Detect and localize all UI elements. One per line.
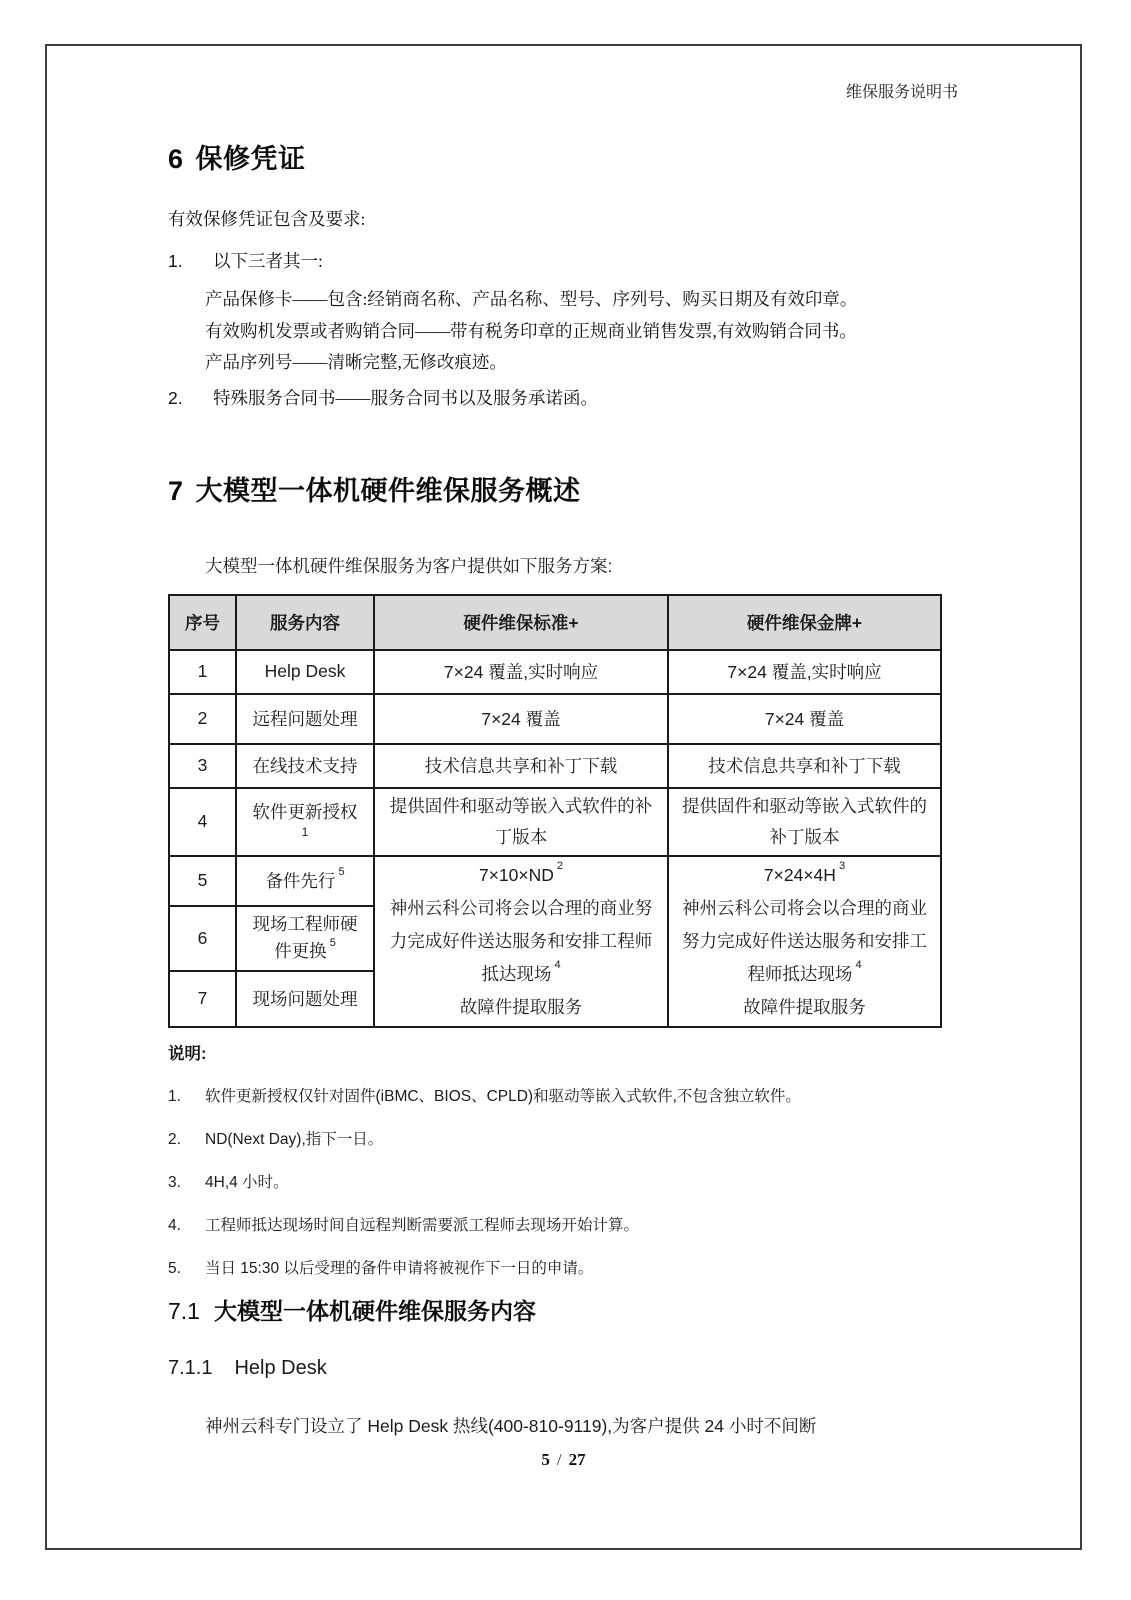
section6-intro: 有效保修凭证包含及要求:: [168, 209, 366, 229]
section7-1-heading: [168, 1295, 1080, 1327]
footnote-ref: 1: [301, 825, 309, 840]
footnote-ref: 4: [554, 958, 561, 971]
table-row: [169, 650, 941, 694]
table-row: [169, 744, 941, 788]
note-item: [168, 1257, 1080, 1281]
sla-text: 7×10×ND: [478, 864, 554, 885]
section6-heading: [168, 142, 1080, 176]
section7-1-number: 7.1: [168, 1297, 200, 1324]
cell-no: 5: [169, 856, 236, 906]
cell-service: [236, 788, 374, 856]
cell-service: Help Desk: [236, 650, 374, 694]
section7-title: 大模型一体机硬件维保服务概述: [195, 475, 581, 506]
detail-line: 有效购机发票或者购销合同——带有税务印章的正规商业销售发票,有效购销合同书。: [205, 320, 857, 341]
cell-standard: 7×24 覆盖,实时响应: [374, 650, 668, 694]
note-text: 工程师抵达现场时间自远程判断需要派工程师去现场开始计算。: [205, 1216, 640, 1234]
note-number: 2.: [168, 1130, 181, 1148]
cell-standard: 7×24 覆盖: [374, 694, 668, 744]
note-text: ND(Next Day),指下一日。: [205, 1130, 384, 1148]
note-number: 5.: [168, 1259, 181, 1277]
cell-service: [236, 906, 374, 971]
section7-intro: 大模型一体机硬件维保服务为客户提供如下服务方案:: [205, 555, 613, 576]
list-item: [168, 385, 1080, 411]
detail-line: 产品保修卡——包含:经销商名称、产品名称、型号、序列号、购买日期及有效印章。: [205, 289, 858, 309]
page-number-total: 27: [568, 1450, 586, 1469]
section7-1-title: 大模型一体机硬件维保服务内容: [213, 1297, 536, 1324]
cell-no: 6: [169, 906, 236, 971]
helpdesk-paragraph: 神州云科专门设立了 Help Desk 热线(400-810-9119),为客户提供 24 小时不间断: [205, 1415, 817, 1436]
cell-no: 1: [169, 650, 236, 694]
list-item: [168, 248, 1080, 274]
note-text: 当日 15:30 以后受理的备件申请将被视作下一日的申请。: [205, 1259, 594, 1277]
cell-service: [236, 856, 374, 906]
section7-heading: [168, 473, 1080, 509]
list-item-number: 2.: [168, 387, 183, 408]
page-number-separator: /: [556, 1450, 562, 1469]
cell-service: 现场问题处理: [236, 971, 374, 1026]
footnote-ref: 5: [338, 866, 345, 879]
footnote-ref: 3: [838, 859, 846, 872]
note-item: [168, 1214, 1080, 1238]
note-text: 软件更新授权仅针对固件(iBMC、BIOS、CPLD)和驱动等嵌入式软件,不包含独立软件。: [205, 1087, 801, 1105]
footnote-ref: 4: [855, 958, 862, 971]
note-item: [168, 1085, 1080, 1109]
footnote-ref: 2: [556, 859, 564, 872]
note-number: 1.: [168, 1087, 181, 1105]
section7-1-1-number: 7.1.1: [168, 1356, 213, 1379]
table-header-row: [169, 595, 941, 650]
page-number-footer: [47, 1450, 1080, 1470]
sla-description: [385, 892, 657, 991]
sla-extra: 故障件提取服务: [459, 996, 583, 1017]
warranty-detail-block: [205, 284, 958, 379]
note-item: [168, 1128, 1080, 1152]
cell-gold: 7×24 覆盖,实时响应: [668, 650, 941, 694]
section7-number: 7: [168, 475, 184, 506]
section7-1-1-title: Help Desk: [234, 1356, 327, 1379]
note-text: 4H,4 小时。: [205, 1173, 289, 1191]
sla-line: [385, 859, 657, 892]
page-number-current: 5: [541, 1450, 550, 1469]
table-row: [169, 694, 941, 744]
cell-gold: 提供固件和驱动等嵌入式软件的补丁版本: [668, 788, 941, 856]
table-row: [169, 788, 941, 856]
column-header-service: 服务内容: [236, 595, 374, 650]
note-item: [168, 1171, 1080, 1195]
cell-standard-merged: [374, 856, 668, 1027]
section6-number: 6: [168, 144, 184, 174]
sla-line: [679, 859, 930, 892]
note-number: 3.: [168, 1173, 181, 1191]
notes-label: 说明:: [168, 1044, 207, 1063]
column-header-standard: 硬件维保标准+: [374, 595, 668, 650]
cell-no: 7: [169, 971, 236, 1026]
cell-gold: 技术信息共享和补丁下载: [668, 744, 941, 788]
sla-description-text: 神州云科公司将会以合理的商业努力完成好件送达服务和安排工程师抵达现场: [682, 897, 927, 984]
cell-gold-merged: [668, 856, 941, 1027]
cell-no: 2: [169, 694, 236, 744]
column-header-gold: 硬件维保金牌+: [668, 595, 941, 650]
cell-standard: 技术信息共享和补丁下载: [374, 744, 668, 788]
sla-text: 7×24×4H: [763, 864, 836, 885]
column-header-no: 序号: [169, 595, 236, 650]
sla-extra: 故障件提取服务: [743, 996, 866, 1017]
cell-service-text: 软件更新授权: [252, 802, 358, 822]
sla-description: [679, 892, 930, 991]
list-item-text: 特殊服务合同书——服务合同书以及服务承诺函。: [213, 387, 598, 408]
cell-standard: 提供固件和驱动等嵌入式软件的补丁版本: [374, 788, 668, 856]
page-border-frame: [45, 44, 1082, 1550]
detail-line: 产品序列号——清晰完整,无修改痕迹。: [205, 352, 507, 372]
cell-service: 远程问题处理: [236, 694, 374, 744]
cell-service-text: 现场工程师硬件更换: [252, 914, 358, 962]
list-item-number: 1.: [168, 251, 183, 271]
service-plan-table: [168, 594, 942, 1028]
cell-no: 4: [169, 788, 236, 856]
footnote-ref: 5: [329, 936, 336, 949]
document-header-title: 维保服务说明书: [845, 84, 958, 101]
cell-service-text: 备件先行: [265, 871, 336, 892]
cell-gold: 7×24 覆盖: [668, 694, 941, 744]
list-item-text: 以下三者其一:: [213, 251, 323, 271]
note-number: 4.: [168, 1216, 181, 1234]
cell-service: 在线技术支持: [236, 744, 374, 788]
section7-1-1-heading: [168, 1355, 1080, 1381]
section6-title: 保修凭证: [195, 144, 306, 174]
table-row: [169, 856, 941, 906]
sla-description-text: 神州云科公司将会以合理的商业努力完成好件送达服务和安排工程师抵达现场: [389, 897, 653, 984]
cell-no: 3: [169, 744, 236, 788]
